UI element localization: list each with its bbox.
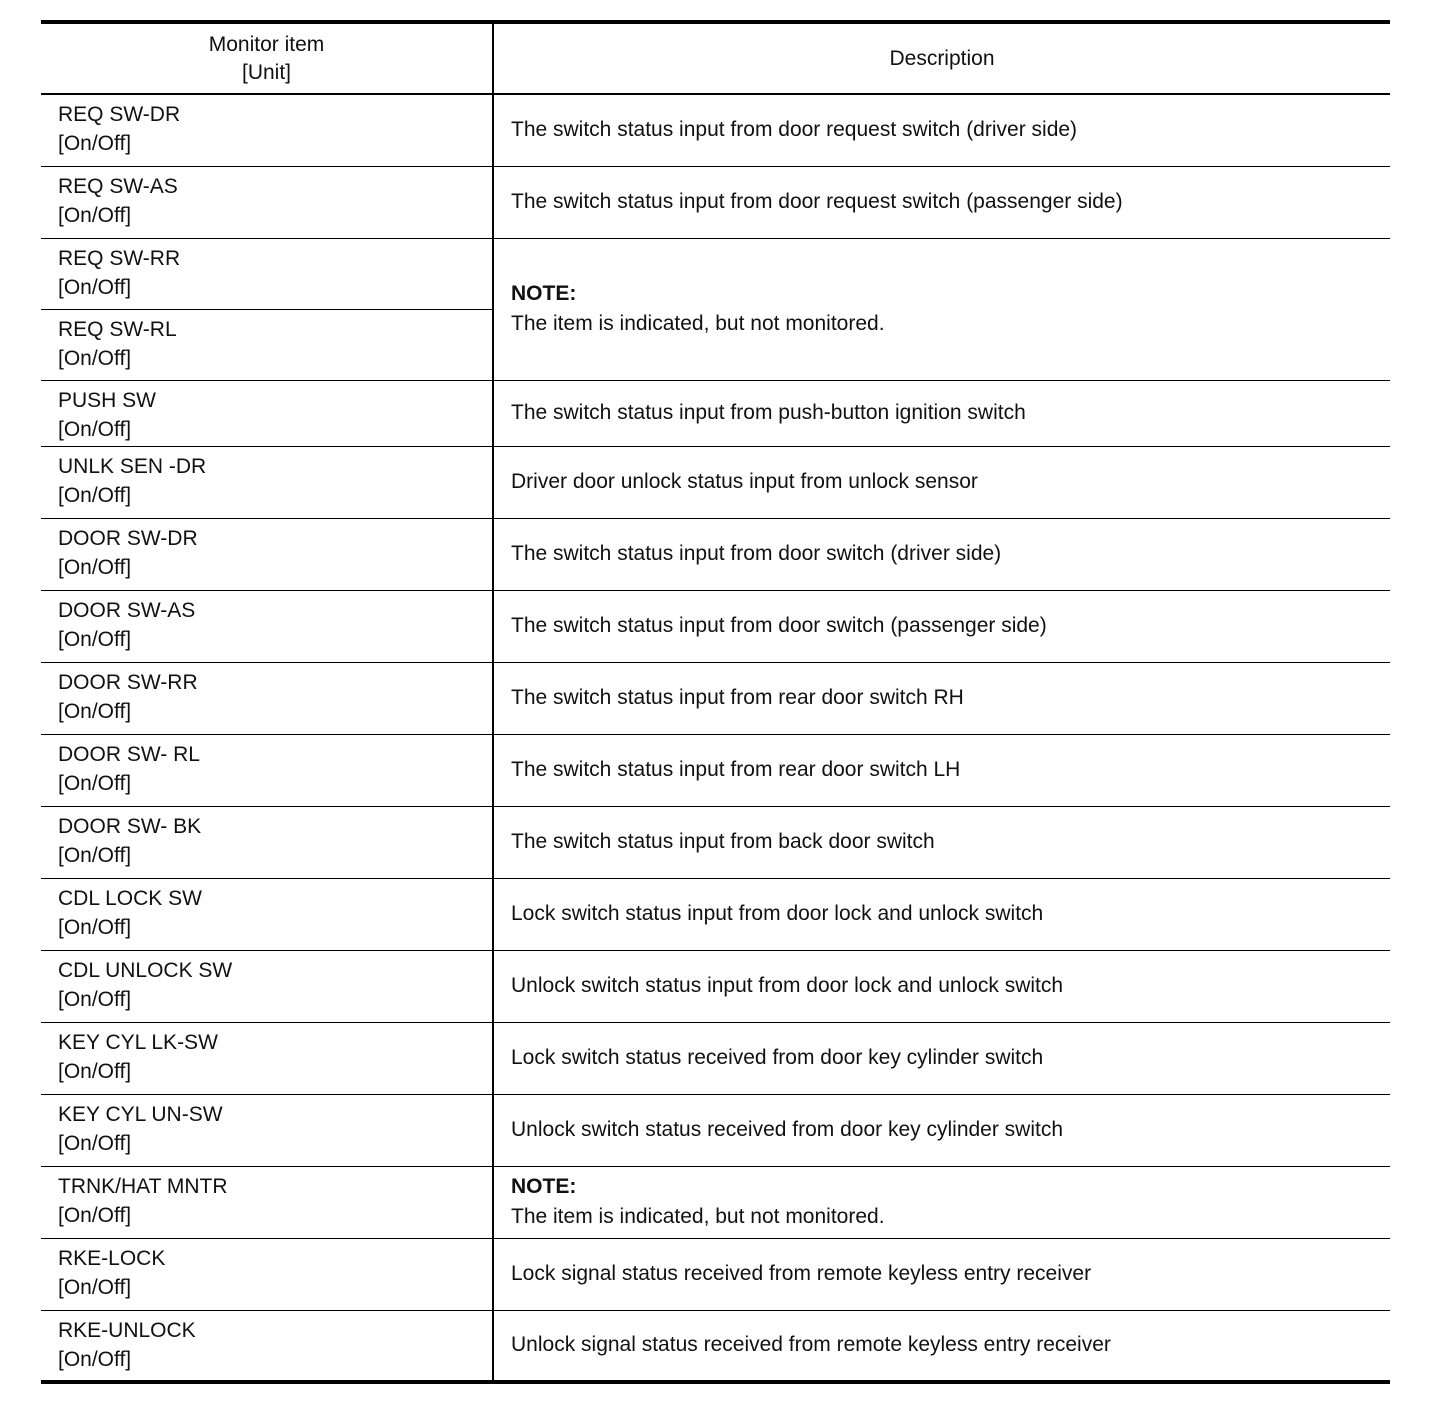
table-row [41,166,1390,238]
monitor-item-unit: [On/Off] [58,627,132,651]
monitor-item-name: REQ SW-RR [58,246,181,270]
monitor-item-unit: [On/Off] [58,1059,132,1083]
monitor-item-unit: [On/Off] [58,275,132,299]
monitor-item-name: REQ SW-RL [58,317,177,341]
monitor-item-unit: [On/Off] [58,915,132,939]
monitor-item-name: TRNK/HAT MNTR [58,1174,228,1198]
monitor-item-cell [41,1094,493,1166]
table-row [41,238,1390,309]
monitor-item-unit: [On/Off] [58,771,132,795]
table-row [41,1094,1390,1166]
monitor-item-cell [41,806,493,878]
monitor-item-unit: [On/Off] [58,1275,132,1299]
table-row [41,878,1390,950]
monitor-item-cell [41,590,493,662]
note-description-cell [493,238,1390,380]
monitor-item-cell [41,734,493,806]
monitor-item-cell [41,1310,493,1382]
monitor-item-name: REQ SW-DR [58,103,181,126]
description-cell: The switch status input from back door switch [493,806,1390,878]
note-label: NOTE: [511,1175,577,1198]
monitor-item-name: DOOR SW-DR [58,526,198,550]
monitor-item-cell [41,309,493,380]
description-cell: The switch status input from door request switch (passenger side) [493,166,1390,238]
table-row [41,1022,1390,1094]
monitor-item-name: KEY CYL UN-SW [58,1102,223,1126]
monitor-item-name: KEY CYL LK-SW [58,1030,218,1054]
monitor-item-unit: [On/Off] [58,987,132,1011]
note-text: The item is indicated, but not monitored. [511,312,885,335]
monitor-item-name: CDL UNLOCK SW [58,958,233,982]
description-cell: The switch status input from rear door switch RH [493,662,1390,734]
monitor-item-name: RKE-UNLOCK [58,1318,196,1342]
description-cell: The switch status input from rear door switch LH [493,734,1390,806]
monitor-item-unit: [On/Off] [58,1203,132,1227]
monitor-item-name: DOOR SW-AS [58,598,196,622]
table-header-row [41,22,1390,94]
monitor-item-cell [41,1022,493,1094]
note-description-cell [493,1166,1390,1238]
description-cell: The switch status input from door switch (passenger side) [493,590,1390,662]
monitor-item-unit: [On/Off] [58,417,132,441]
note-label: NOTE: [511,282,577,305]
table-row [41,446,1390,518]
monitor-item-unit: [On/Off] [58,843,132,867]
monitor-item-unit: [On/Off] [58,203,132,227]
table-row [41,380,1390,446]
description-cell: Lock signal status received from remote keyless entry receiver [493,1238,1390,1310]
monitor-item-table [41,20,1390,1384]
description-cell: Lock switch status input from door lock and unlock switch [493,878,1390,950]
table-row [41,590,1390,662]
monitor-item-cell [41,950,493,1022]
note-text: The item is indicated, but not monitored. [511,1205,885,1228]
monitor-item-name: DOOR SW- BK [58,814,202,838]
description-cell: Unlock signal status received from remote keyless entry receiver [493,1310,1390,1382]
table-row [41,1310,1390,1382]
table-row [41,1238,1390,1310]
header-monitor-item [41,22,493,94]
monitor-item-name: UNLK SEN -DR [58,454,207,478]
monitor-item-unit: [On/Off] [58,1131,132,1155]
monitor-item-unit: [On/Off] [58,555,132,579]
header-description: Description [493,22,1390,94]
monitor-item-cell [41,518,493,590]
table-row [41,734,1390,806]
monitor-item-name: PUSH SW [58,388,157,412]
table-row [41,950,1390,1022]
description-cell: The switch status input from door request switch (driver side) [493,94,1390,166]
monitor-item-unit: [On/Off] [58,699,132,723]
monitor-item-unit: [On/Off] [58,346,132,370]
monitor-item-cell [41,380,493,446]
monitor-item-name: DOOR SW- RL [58,742,200,766]
monitor-item-cell [41,662,493,734]
monitor-item-cell [41,94,493,166]
monitor-item-name: DOOR SW-RR [58,670,198,694]
description-cell: Unlock switch status received from door key cylinder switch [493,1094,1390,1166]
monitor-item-name: REQ SW-AS [58,174,178,198]
monitor-item-name: CDL LOCK SW [58,886,202,910]
description-cell: The switch status input from push-button ignition switch [493,380,1390,446]
monitor-item-unit: [On/Off] [58,1347,132,1371]
monitor-item-cell [41,166,493,238]
description-cell: The switch status input from door switch (driver side) [493,518,1390,590]
description-cell: Lock switch status received from door key cylinder switch [493,1022,1390,1094]
table-row [41,94,1390,166]
description-cell: Unlock switch status input from door lock and unlock switch [493,950,1390,1022]
monitor-item-cell [41,238,493,309]
monitor-item-unit: [On/Off] [58,483,132,507]
table-row [41,518,1390,590]
monitor-item-unit: [On/Off] [58,132,132,155]
table-row [41,806,1390,878]
monitor-item-cell [41,878,493,950]
monitor-item-name: RKE-LOCK [58,1246,166,1270]
header-monitor-item-label: Monitor item [208,32,325,56]
table-row [41,662,1390,734]
monitor-item-cell [41,1166,493,1238]
monitor-item-cell [41,446,493,518]
monitor-item-cell [41,1238,493,1310]
header-unit-label: [Unit] [241,60,291,84]
table-row [41,1166,1390,1238]
description-cell: Driver door unlock status input from unlock sensor [493,446,1390,518]
